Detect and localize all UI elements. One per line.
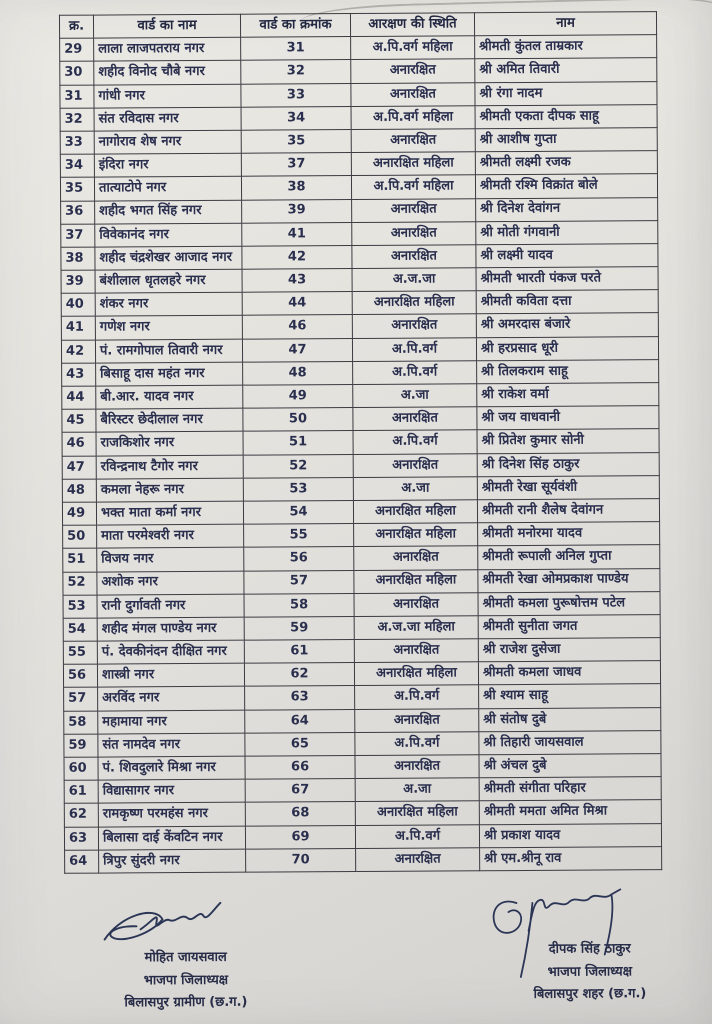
table-cell: अ.पि.वर्ग [355, 685, 479, 709]
table-cell: 53 [63, 595, 97, 618]
table-cell: अनारक्षित [351, 129, 475, 153]
table-cell: अनारक्षित [356, 848, 480, 872]
signatory-right-block [485, 938, 695, 1007]
table-cell: 54 [63, 618, 97, 641]
table-cell: श्री अंचल दुबे [479, 754, 661, 778]
table-cell: रविन्द्रनाथ टैगोर नगर [96, 455, 243, 479]
table-cell: श्रीमती एकता दीपक साहू [475, 104, 657, 128]
column-header: वार्ड का क्रमांक [240, 14, 350, 38]
table-cell: बी.आर. यादव नगर [96, 385, 243, 409]
table-cell: इंदिरा नगर [94, 153, 241, 177]
table-cell: तात्याटोपे नगर [94, 177, 241, 201]
table-cell: 56 [244, 547, 354, 571]
table-cell: 32 [241, 60, 351, 84]
table-cell: अशोक नगर [97, 571, 244, 595]
table-cell: श्रीमती रेखा ओमप्रकाश पाण्डेय [478, 568, 660, 592]
signatory-right-title: भाजपा जिलाध्यक्ष [547, 963, 633, 980]
signatory-left-block [71, 946, 301, 1015]
table-cell: 34 [241, 106, 351, 130]
ward-reservation-table [59, 11, 662, 874]
table-cell: 40 [61, 293, 95, 316]
table-cell: अ.पि.वर्ग [353, 361, 477, 385]
table-body [60, 35, 662, 873]
column-header: वार्ड का नाम [93, 14, 240, 38]
column-header: आरक्षण की स्थिति [350, 13, 474, 37]
table-cell: 33 [60, 131, 94, 154]
table-cell: 59 [244, 616, 354, 640]
table-cell: गणेश नगर [95, 316, 242, 340]
table-cell: 36 [61, 201, 95, 224]
table-cell: श्री लक्ष्मी यादव [476, 244, 658, 268]
table-cell: श्रीमती कविता दत्ता [476, 290, 658, 314]
table-cell: 61 [64, 780, 98, 803]
table-cell: 57 [244, 570, 354, 594]
table-cell: संत नामदेव नगर [98, 733, 245, 757]
ward-table-wrap [59, 11, 662, 874]
table-cell: 47 [242, 338, 352, 362]
table-cell: 35 [241, 129, 351, 153]
table-cell: 52 [63, 572, 97, 595]
table-cell: विद्यासागर नगर [98, 779, 245, 803]
table-cell: श्री राजेश दुसेजा [478, 638, 660, 662]
table-cell: त्रिपुर सुंदरी नगर [99, 849, 246, 873]
table-cell: अ.पि.वर्ग महिला [351, 36, 475, 60]
table-cell: 65 [245, 732, 355, 756]
table-cell: 61 [244, 640, 354, 664]
table-cell: 42 [242, 245, 352, 269]
table-cell: अनारक्षित [352, 198, 476, 222]
table-cell: 34 [60, 154, 94, 177]
table-cell: अ.ज.जा [352, 268, 476, 292]
table-cell: रामकृष्ण परमहंस नगर [98, 803, 245, 827]
table-cell: श्री तिहारी जायसवाल [479, 730, 661, 754]
table-cell: अ.पि.वर्ग [352, 337, 476, 361]
table-cell: अ.जा [353, 384, 477, 408]
table-cell: पं. शिवदुलारे मिश्रा नगर [98, 756, 245, 780]
table-cell: 68 [245, 802, 355, 826]
table-cell: श्रीमती रानी शैलेष देवांगन [477, 499, 659, 523]
table-cell: श्रीमती रूपाली अनिल गुप्ता [478, 545, 660, 569]
table-cell: श्रीमती कमला पुरूषोत्तम पटेल [478, 591, 660, 615]
table-cell: 62 [64, 803, 98, 826]
table-cell: श्रीमती कुंतल ताम्रकार [475, 35, 657, 59]
table-cell: संत रविदास नगर [94, 107, 241, 131]
signatory-left-region: बिलासपुर ग्रामीण (छ.ग.) [124, 994, 248, 1011]
table-cell: 48 [62, 479, 96, 502]
table-cell: अरविंद नगर [98, 687, 245, 711]
table-cell: 38 [241, 176, 351, 200]
table-cell: श्रीमती रश्मि विक्रांत बोले [475, 174, 657, 198]
table-cell: रानी दुर्गावती नगर [97, 594, 244, 618]
table-cell: अ.पि.वर्ग महिला [351, 175, 475, 199]
table-cell: 41 [242, 222, 352, 246]
signatory-left-title: भाजपा जिलाध्यक्ष [143, 972, 229, 988]
table-cell: 57 [64, 688, 98, 711]
table-cell: अ.पि.वर्ग [353, 430, 477, 454]
table-cell: श्रीमती संगीता परिहार [479, 777, 661, 801]
table-cell: श्रीमती मनोरमा यादव [478, 522, 660, 546]
signature-area [0, 902, 712, 1011]
table-cell: 50 [243, 408, 353, 432]
table-cell: 30 [60, 61, 94, 84]
table-cell: शहीद विनोद चौबे नगर [94, 61, 241, 85]
column-header: नाम [474, 12, 656, 36]
table-cell: 55 [63, 641, 97, 664]
table-cell: पं. रामगोपाल तिवारी नगर [95, 339, 242, 363]
table-cell: अनारक्षित महिला [355, 801, 479, 825]
table-cell: माता परमेश्वरी नगर [97, 524, 244, 548]
table-cell: 38 [61, 247, 95, 270]
table-cell: 31 [241, 37, 351, 61]
table-cell: श्रीमती रेखा सूर्यवंशी [477, 475, 659, 499]
table-cell: 42 [61, 340, 95, 363]
table-cell: 63 [64, 827, 98, 850]
table-cell: 39 [242, 199, 352, 223]
table-cell: अनारक्षित महिला [352, 291, 476, 315]
signatory-left-name: मोहित जायसवाल [144, 949, 227, 966]
table-cell: अनारक्षित [354, 546, 478, 570]
table-cell: नागोराव शेष नगर [94, 130, 241, 154]
table-cell: 37 [61, 224, 95, 247]
table-cell: 44 [242, 292, 352, 316]
table-cell: 37 [241, 153, 351, 177]
table-cell: 47 [62, 456, 96, 479]
column-header: क्र. [59, 15, 93, 38]
table-cell: अनारक्षित [351, 59, 475, 83]
table-cell: विजय नगर [97, 547, 244, 571]
table-cell: श्री दिनेश देवांगन [476, 197, 658, 221]
table-cell: श्रीमती लक्ष्मी रजक [475, 151, 657, 175]
table-cell: श्रीमती कमला जाधव [478, 661, 660, 685]
table-cell: 33 [241, 83, 351, 107]
table-cell: अनारक्षित [355, 755, 479, 779]
table-cell: 67 [245, 779, 355, 803]
table-cell: 35 [60, 177, 94, 200]
table-cell: राजकिशोर नगर [96, 432, 243, 456]
table-cell: 60 [64, 757, 98, 780]
table-cell: अनारक्षित [353, 453, 477, 477]
table-cell: अनारक्षित [352, 221, 476, 245]
table-cell: बिसाहू दास महंत नगर [96, 362, 243, 386]
table-cell: अनारक्षित महिला [354, 523, 478, 547]
table-cell: अनारक्षित [354, 639, 478, 663]
table-cell: श्री जय वाधवानी [477, 406, 659, 430]
table-cell: अनारक्षित [354, 592, 478, 616]
table-cell: 55 [244, 524, 354, 548]
table-cell: बिलासा दाई केंवटिन नगर [98, 826, 245, 850]
table-cell: शहीद भगत सिंह नगर [95, 200, 242, 224]
table-cell: शहीद चंद्रशेखर आजाद नगर [95, 246, 242, 270]
table-cell: अनारक्षित महिला [351, 152, 475, 176]
table-cell: 59 [64, 734, 98, 757]
table-cell: 66 [245, 756, 355, 780]
table-cell: अनारक्षित महिला [354, 569, 478, 593]
table-cell: श्रीमती ममता अमित मिश्रा [479, 800, 661, 824]
table-cell: अनारक्षित [352, 245, 476, 269]
table-cell: 64 [245, 709, 355, 733]
table-cell: बंशीलाल धृतलहरे नगर [95, 269, 242, 293]
table-cell: 64 [65, 850, 99, 873]
table-cell: श्री दिनेश सिंह ठाकुर [477, 452, 659, 476]
table-cell: अ.ज.जा महिला [354, 616, 478, 640]
table-cell: श्री आशीष गुप्ता [475, 128, 657, 152]
table-cell: बैरिस्टर छेदीलाल नगर [96, 408, 243, 432]
table-cell: 49 [243, 385, 353, 409]
table-cell: विवेकानंद नगर [95, 223, 242, 247]
table-cell: श्री रंगा नादम [475, 81, 657, 105]
table-cell: शहीद मंगल पाण्डेय नगर [97, 617, 244, 641]
table-cell: शास्त्री नगर [97, 663, 244, 687]
table-cell: श्री तिलकराम साहू [477, 359, 659, 383]
table-cell: 39 [61, 270, 95, 293]
table-cell: 41 [61, 317, 95, 340]
table-cell: श्री अमरदास बंजारे [476, 313, 658, 337]
table-cell: 32 [60, 108, 94, 131]
table-cell: लाला लाजपतराय नगर [94, 37, 241, 61]
table-cell: 46 [242, 315, 352, 339]
table-cell: 46 [62, 432, 96, 455]
table-cell: अनारक्षित [351, 82, 475, 106]
table-cell: 50 [63, 525, 97, 548]
table-cell: कमला नेहरू नगर [96, 478, 243, 502]
signatory-right-region: बिलासपुर शहर (छ.ग.) [533, 986, 647, 1002]
table-cell: 48 [243, 361, 353, 385]
table-cell: पं. देवकीनंदन दीक्षित नगर [97, 640, 244, 664]
table-cell: 44 [62, 386, 96, 409]
table-cell: 31 [60, 85, 94, 108]
table-cell: 43 [62, 363, 96, 386]
table-cell: 45 [62, 409, 96, 432]
table-cell: गांधी नगर [94, 84, 241, 108]
table-cell: 52 [243, 454, 353, 478]
table-cell: भक्त माता कर्मा नगर [96, 501, 243, 525]
table-cell: अनारक्षित [352, 314, 476, 338]
table-row [65, 846, 662, 873]
table-cell: श्रीमती सुनीता जगत [478, 615, 660, 639]
table-cell: श्रीमती भारती पंकज परते [476, 267, 658, 291]
table-cell: महामाया नगर [98, 710, 245, 734]
table-cell: श्री हरप्रसाद धूरी [476, 336, 658, 360]
table-cell: श्री संतोष दुबे [479, 707, 661, 731]
table-cell: 62 [244, 663, 354, 687]
table-cell: 56 [63, 664, 97, 687]
table-cell: अनारक्षित महिला [353, 500, 477, 524]
table-cell: 53 [243, 477, 353, 501]
table-cell: अ.पि.वर्ग [355, 824, 479, 848]
table-cell: अ.पि.वर्ग महिला [351, 106, 475, 130]
table-cell: 63 [245, 686, 355, 710]
table-cell: अ.जा [355, 778, 479, 802]
table-cell: श्री प्रकाश यादव [479, 823, 661, 847]
table-cell: 51 [63, 548, 97, 571]
table-cell: 54 [243, 500, 353, 524]
table-cell: अ.पि.वर्ग [355, 732, 479, 756]
table-cell: 29 [60, 38, 94, 61]
table-cell: श्री मोती गंगवानी [476, 220, 658, 244]
table-cell: अनारक्षित महिला [354, 662, 478, 686]
table-cell: श्री श्याम साहू [479, 684, 661, 708]
table-cell: अ.जा [353, 477, 477, 501]
table-cell: 49 [62, 502, 96, 525]
table-cell: अनारक्षित [355, 708, 479, 732]
table-cell: 58 [64, 711, 98, 734]
table-cell: 70 [246, 848, 356, 872]
table-cell: श्री राकेश वर्मा [477, 383, 659, 407]
table-cell: शंकर नगर [95, 292, 242, 316]
table-cell: अनारक्षित [353, 407, 477, 431]
table-cell: श्री एम.श्रीनू राव [480, 846, 662, 870]
table-cell: 51 [243, 431, 353, 455]
table-cell: 69 [245, 825, 355, 849]
signatory-right-name: दीपक सिंह ठाकुर [548, 941, 631, 957]
table-cell: श्री अमित तिवारी [475, 58, 657, 82]
table-cell: 43 [242, 269, 352, 293]
table-cell: 58 [244, 593, 354, 617]
table-cell: श्री प्रितेश कुमार सोनी [477, 429, 659, 453]
